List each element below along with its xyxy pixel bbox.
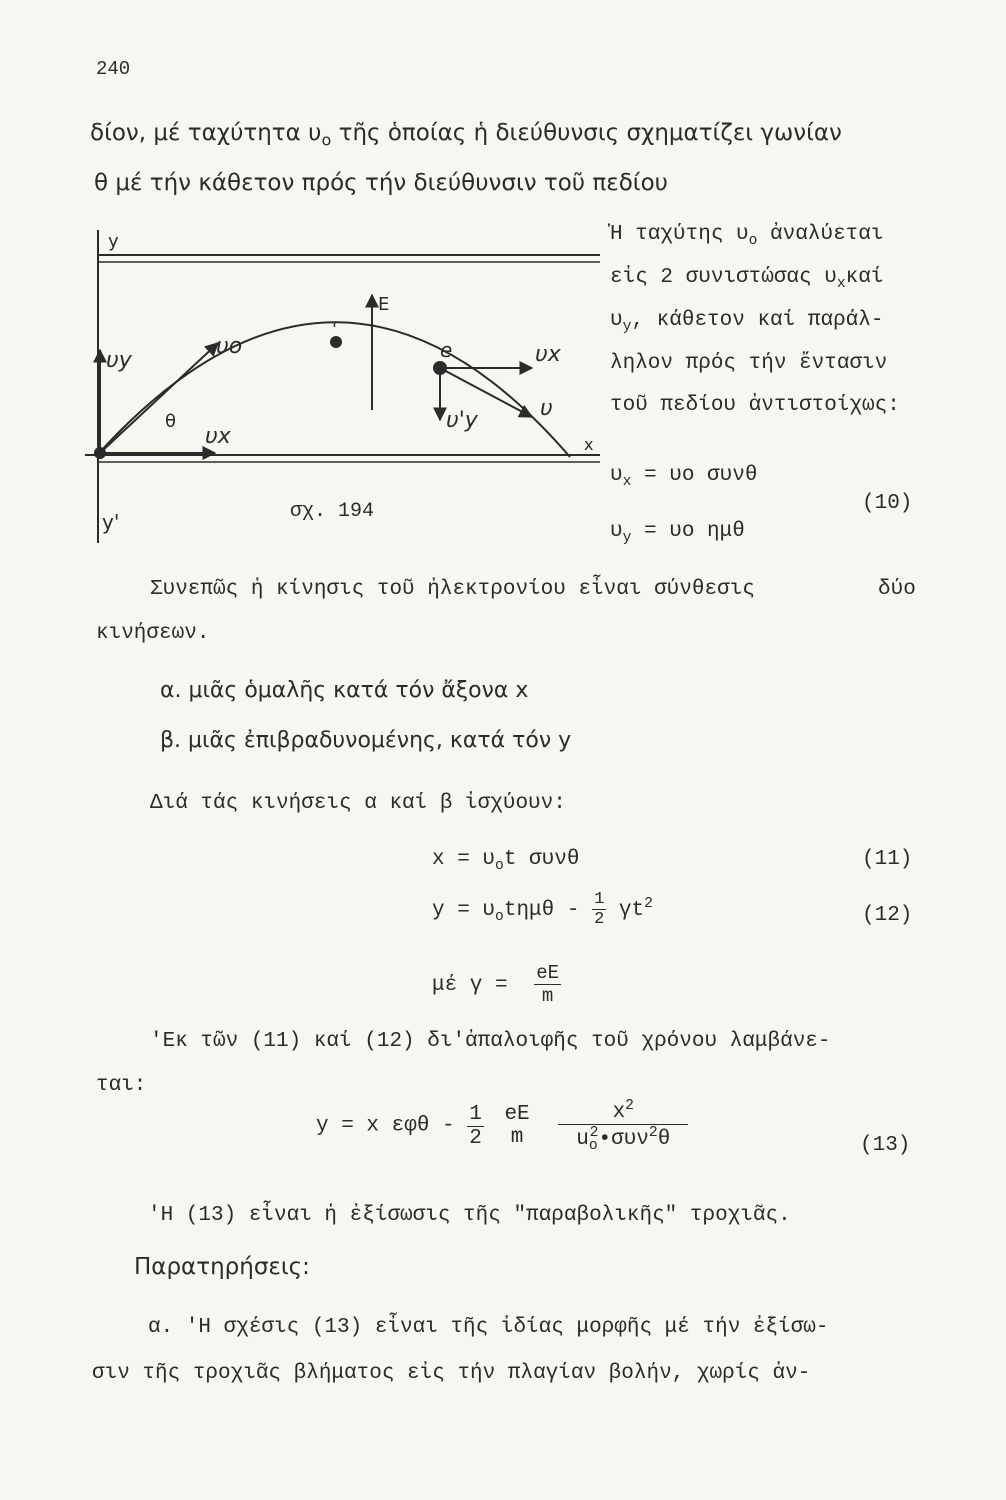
- item-alpha: α. μιᾶς ὁμαλῆς κατά τόν ἄξονα x: [160, 678, 529, 703]
- label-vx-bottom: υx: [205, 424, 231, 449]
- intro-line-1: δίον, μέ ταχύτητα $\upsilon_o$ τῆς ὁποίας ἡ διεύθυνσις σχηματίζει γωνίαν: [90, 120, 842, 150]
- side-text-line-4: ληλον πρός τήν ἔντασιν: [610, 352, 888, 375]
- side-text-line-5: τοῦ πεδίου ἀντιστοίχως:: [610, 394, 900, 417]
- para1-line-1-end: δύο: [878, 578, 916, 601]
- label-vy-prime: υ'y: [446, 408, 478, 433]
- para3-line-2: ται:: [96, 1074, 147, 1097]
- eq10-line-b: $\upsilon_y = \upsilon o$ ημθ: [610, 520, 745, 547]
- eq-gamma: μέ γ = $\frac{eE}{m}$: [432, 962, 560, 1007]
- para5-line-1: α. 'Η σχέσις (13) εἶναι τῆς ἰδίας μορφῆς μέ τήν ἐξίσω-: [148, 1316, 829, 1339]
- label-v: υ: [540, 396, 553, 421]
- label-theta: θ: [165, 411, 177, 432]
- para3-line-1: 'Εκ τῶν (11) καί (12) δι'ἀπαλοιφῆς τοῦ χρόνου λαμβάνε-: [150, 1030, 831, 1053]
- para2: Διά τάς κινήσεις α καί β ἰσχύουν:: [150, 792, 566, 815]
- para5-line-2: σιν τῆς τροχιᾶς βλήματος εἰς τήν πλαγίαν βολήν, χωρίς ἀν-: [92, 1362, 811, 1385]
- eq13-label: (13): [860, 1134, 911, 1157]
- heading-observations: Παρατηρήσεις:: [134, 1254, 310, 1280]
- label-dot: ': [332, 319, 337, 340]
- side-text-line-1: Ἡ ταχύτης $\upsilon_o$ ἀναλύεται: [610, 223, 884, 250]
- eq11: $x = \upsilon_ot$ συνθ: [432, 848, 580, 875]
- page-number: 240: [96, 58, 131, 80]
- eq11-label: (11): [862, 848, 913, 871]
- eq12-label: (12): [862, 904, 913, 927]
- para1-line-1: Συνεπῶς ἡ κίνησις τοῦ ἠλεκτρονίου εἶναι σύνθεσις: [150, 578, 755, 601]
- side-text-line-3: $\upsilon_y$, κάθετον καί παράλ-: [610, 309, 884, 336]
- intro-line-2: θ μέ τήν κάθετον πρός τήν διεύθυνσιν τοῦ πεδίου: [94, 170, 668, 196]
- eq13: y = x εφθ - $\frac{1}{2}$ eE m $\frac{x^2}{u_o^2•\sigma\upsilon\nu^2\theta}$: [316, 1098, 688, 1154]
- label-E: E: [378, 294, 390, 315]
- label-vo: υo: [216, 334, 243, 359]
- eq10-line-a: $\upsilon_x = \upsilon o$ συνθ: [610, 464, 758, 491]
- para4: 'Η (13) εἶναι ἡ ἐξίσωσις τῆς "παραβολικῆς" τροχιᾶς.: [148, 1204, 791, 1227]
- figure-caption: σχ. 194: [290, 500, 375, 523]
- label-x: x: [584, 435, 594, 454]
- label-e: e: [440, 338, 453, 362]
- label-vx-right: υx: [535, 342, 561, 367]
- label-vy: υy: [106, 348, 132, 373]
- side-text-line-2: εἰς 2 συνιστώσας $\upsilon_x\kappa\alpha ί$: [610, 266, 884, 293]
- label-y-prime: y': [102, 510, 120, 534]
- label-y: y: [108, 231, 119, 252]
- para1-line-2: κινήσεων.: [96, 622, 210, 645]
- item-beta: β. μιᾶς ἐπιβραδυνομένης, κατά τόν y: [160, 728, 572, 753]
- eq12: $y = \upsilon_ot\eta\mu\theta$ - $\frac{1}{2}$ $\gamma t^2$: [432, 890, 653, 929]
- eq10-label: (10): [862, 492, 913, 515]
